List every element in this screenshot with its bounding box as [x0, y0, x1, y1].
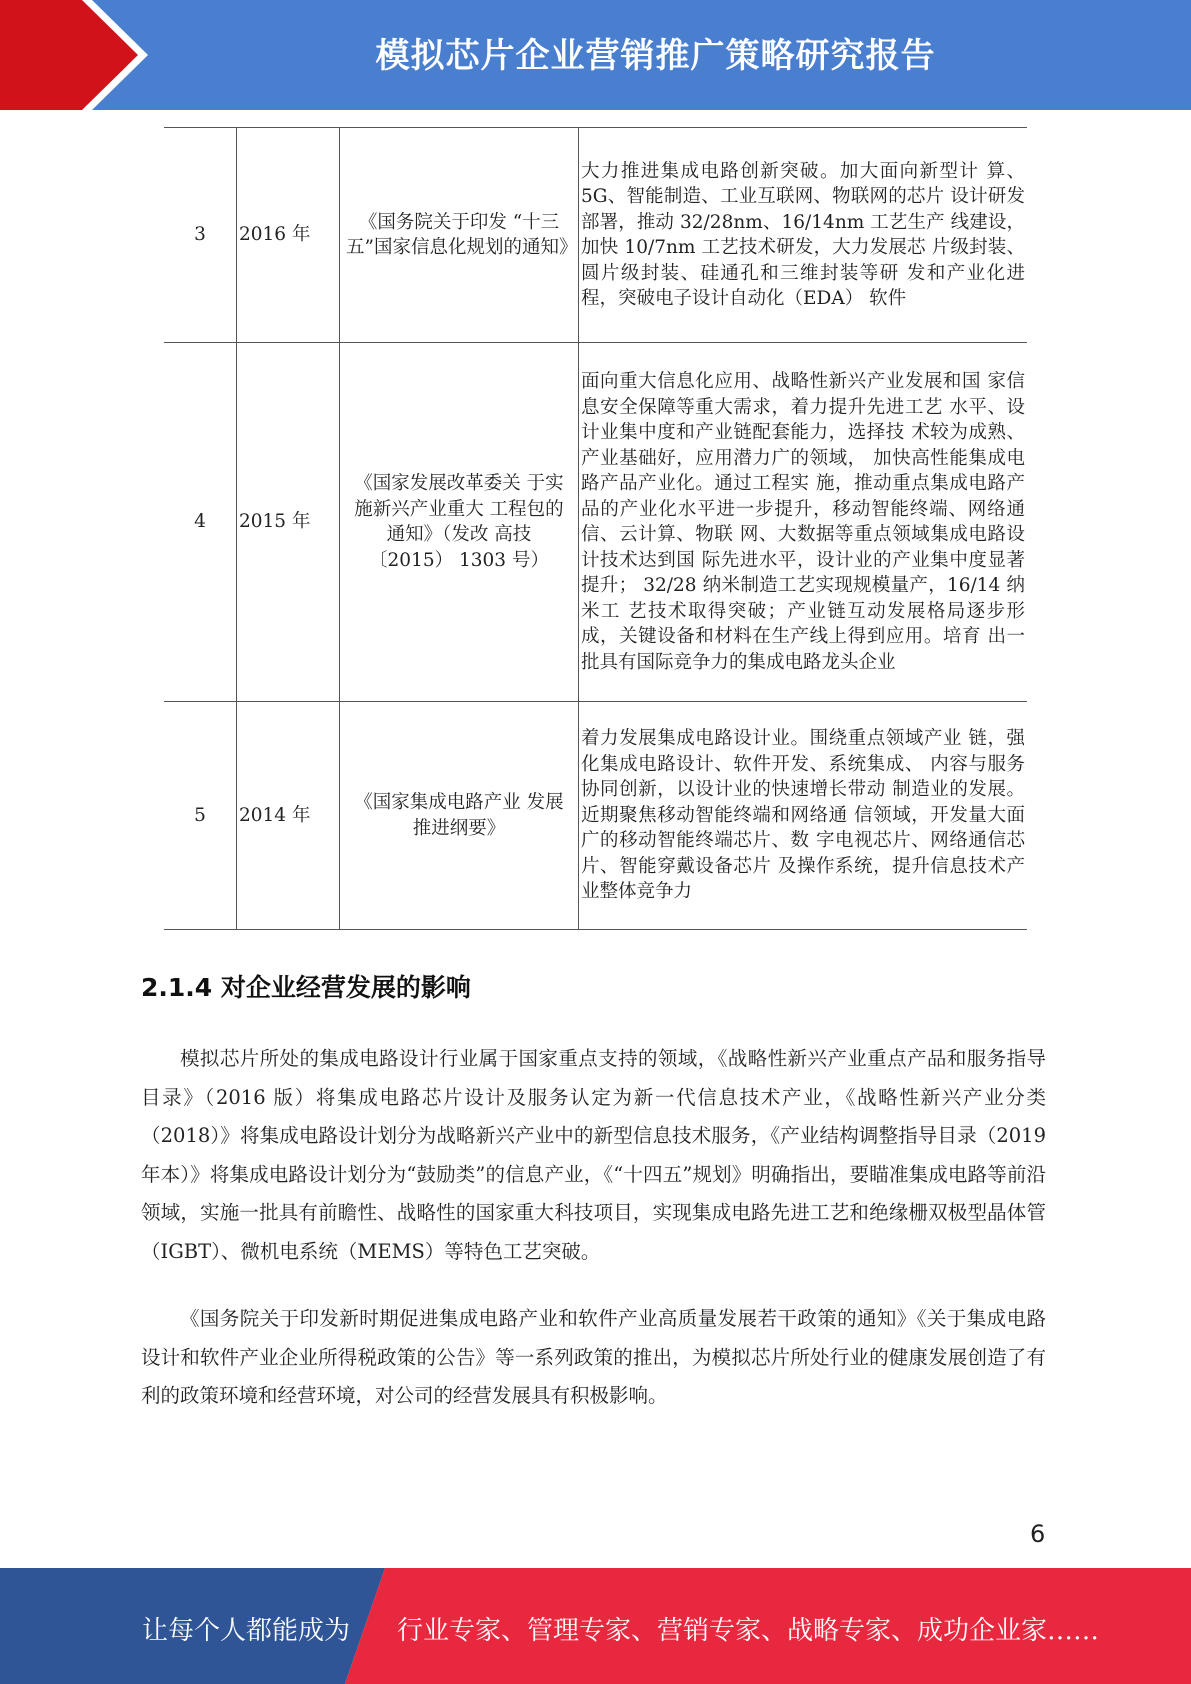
table-row: [164, 128, 1027, 343]
policy-table: [164, 127, 1027, 930]
row-year: 2014 年: [237, 702, 340, 930]
row-number: 3: [164, 128, 237, 343]
table-row: [164, 343, 1027, 702]
body-paragraph: 模拟芯片所处的集成电路设计行业属于国家重点支持的领域，《战略性新兴产业重点产品和服务指导目录》（2016 版）将集成电路芯片设计及服务认定为新一代信息技术产业，《战略性新兴产业分类（2018）》将集成电路设计划分为战略新兴产业中的新型信息技术服务，《产业结构调整指导目录（2019 年本）》将集成电路设计划分为“鼓励类”的信息产业，《“十四五”规划》明确指出，要瞄准集成电路等前沿领域，实施一批具有前瞻性、战略性的国家重大科技项目，实现集成电路先进工艺和绝缘栅双极型晶体管（IGBT）、微机电系统（MEMS）等特色工艺突破。: [141, 1047, 1046, 1263]
row-year: 2015 年: [237, 343, 340, 702]
row-number: 5: [164, 702, 237, 930]
row-year: 2016 年: [237, 128, 340, 343]
body-paragraph: 《国务院关于印发新时期促进集成电路产业和软件产业高质量发展若干政策的通知》《关于集成电路设计和软件产业企业所得税政策的公告》等一系列政策的推出，为模拟芯片所处行业的健康发展创造了有利的政策环境和经营环境，对公司的经营发展具有积极影响。: [141, 1307, 1046, 1407]
footer-slogan-left: 让每个人都能成为: [142, 1616, 351, 1646]
section-heading: 2.1.4 对企业经营发展的影响: [141, 973, 471, 1002]
page-number: 6: [1030, 1520, 1046, 1548]
row-content: 面向重大信息化应用、战略性新兴产业发展和国 家信息安全保障等重大需求，着力提升先进工艺 水平、设计业集中度和产业链配套能力，选择技 术较为成熟、产业基础好，应用潜力广的领域， 加快高性能集成电路产品产业化。通过工程实 施，推动重点集成电路产品的产业化水平进一步提升，移动智能终端、网络通信、云计算、物联 网、大数据等重点领域集成电路设计技术达到国 际先进水平，设计业的产业集中度显著提升； 32/28 纳米制造工艺实现规模量产，16/14 纳米工 艺技术取得突破；产业链互动发展格局逐步形 成，关键设备和材料在生产线上得到应用。培育 出一批具有国际竞争力的集成电路龙头企业: [579, 343, 1028, 702]
footer-slogan-right: 行业专家、管理专家、营销专家、战略专家、成功企业家……: [397, 1616, 1100, 1646]
table-row: [164, 702, 1027, 930]
row-number: 4: [164, 343, 237, 702]
row-content: 着力发展集成电路设计业。围绕重点领域产业 链，强化集成电路设计、软件开发、系统集成、 内容与服务协同创新，以设计业的快速增长带动 制造业的发展。近期聚焦移动智能终端和网络通 信领域，开发量大面广的移动智能终端芯片、数 字电视芯片、网络通信芯片、智能穿戴设备芯片 及操作系统，提升信息技术产业整体竞争力: [579, 702, 1028, 930]
page-header: [0, 0, 1191, 110]
row-document: 《国家集成电路产业 发展推进纲要》: [340, 702, 579, 930]
page-footer: [0, 1568, 1191, 1684]
row-content: 大力推进集成电路创新突破。加大面向新型计 算、5G、智能制造、工业互联网、物联网的芯片 设计研发部署，推动 32/28nm、16/14nm 工艺生产 线建设，加快 10/7nm 工艺技术研发，大力发展芯 片级封装、圆片级封装、硅通孔和三维封装等研 发和产业化进程，突破电子设计自动化（EDA） 软件: [579, 128, 1028, 343]
row-document: 《国务院关于印发 “十三五”国家信息化规划的通知》: [340, 128, 579, 343]
report-title: 模拟芯片企业营销推广策略研究报告: [375, 36, 936, 76]
row-document: 《国家发展改革委关 于实施新兴产业重大 工程包的通知》（发改 高技〔2015） 1303 号）: [340, 343, 579, 702]
